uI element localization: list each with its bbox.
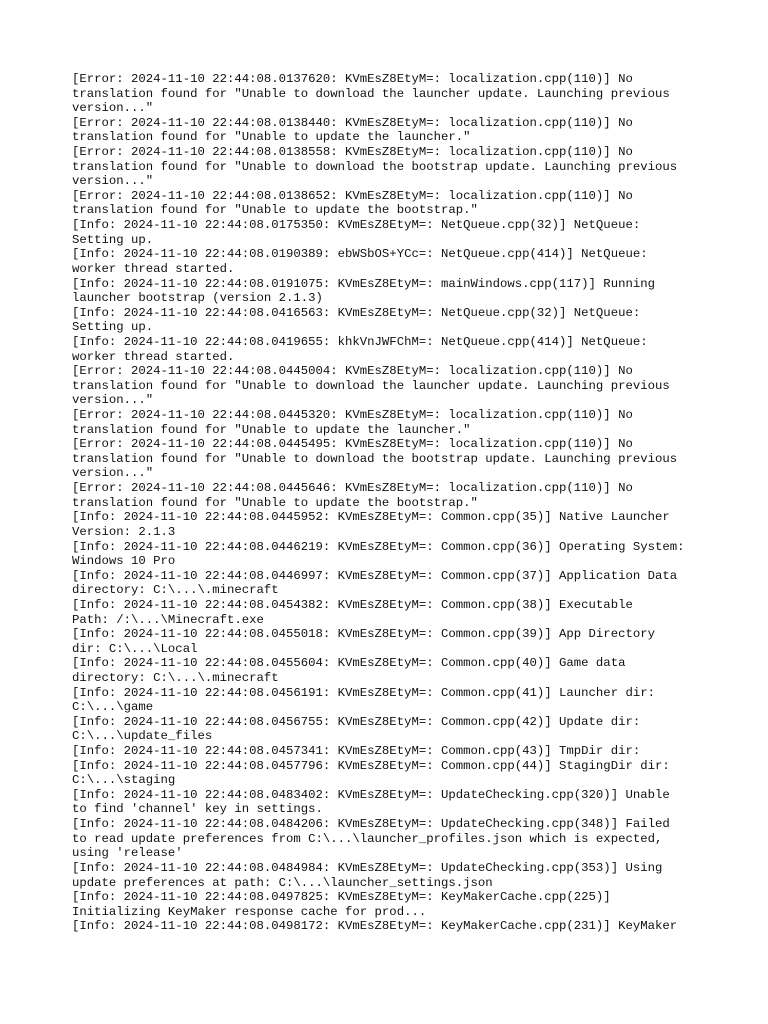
log-line: version..."	[72, 101, 154, 116]
log-line: C:\...\update_files	[72, 729, 213, 744]
log-line: [Info: 2024-11-10 22:44:08.0497825: KVmEsZ8EtyM=: KeyMakerCache.cpp(225)]	[72, 890, 611, 905]
log-line: launcher bootstrap (version 2.1.3)	[72, 291, 323, 306]
log-line: translation found for "Unable to download the bootstrap update. Launching previous	[72, 451, 678, 466]
log-line: [Info: 2024-11-10 22:44:08.0456191: KVmEsZ8EtyM=: Common.cpp(41)] Launcher dir:	[72, 685, 655, 700]
log-text	[72, 72, 712, 934]
log-line: C:\...\staging	[72, 773, 176, 788]
log-line: version..."	[72, 174, 154, 189]
log-line: version..."	[72, 466, 154, 481]
log-line: [Info: 2024-11-10 22:44:08.0446219: KVmEsZ8EtyM=: Common.cpp(36)] Operating System:	[72, 539, 685, 554]
log-line: translation found for "Unable to update the bootstrap."	[72, 495, 478, 510]
log-line: [Error: 2024-11-10 22:44:08.0445495: KVmEsZ8EtyM=: localization.cpp(110)] No	[72, 437, 633, 452]
log-line: update preferences at path: C:\...\launcher_settings.json	[72, 875, 493, 890]
log-line: [Info: 2024-11-10 22:44:08.0454382: KVmEsZ8EtyM=: Common.cpp(38)] Executable	[72, 597, 633, 612]
log-line: translation found for "Unable to update the bootstrap."	[72, 203, 478, 218]
log-line: [Info: 2024-11-10 22:44:08.0419655: khkVnJWFChM=: NetQueue.cpp(414)] NetQueue:	[72, 334, 648, 349]
log-line: worker thread started.	[72, 261, 235, 276]
log-line: [Info: 2024-11-10 22:44:08.0190389: ebWSbOS+YCc=: NetQueue.cpp(414)] NetQueue:	[72, 247, 648, 262]
log-line: to read update preferences from C:\...\launcher_profiles.json which is expected,	[72, 831, 663, 846]
log-line: [Info: 2024-11-10 22:44:08.0191075: KVmEsZ8EtyM=: mainWindows.cpp(117)] Running	[72, 276, 655, 291]
log-line: [Info: 2024-11-10 22:44:08.0455018: KVmEsZ8EtyM=: Common.cpp(39)] App Directory	[72, 627, 655, 642]
log-line: [Error: 2024-11-10 22:44:08.0445004: KVmEsZ8EtyM=: localization.cpp(110)] No	[72, 364, 633, 379]
log-line: [Error: 2024-11-10 22:44:08.0138652: KVmEsZ8EtyM=: localization.cpp(110)] No	[72, 188, 633, 203]
log-line: [Error: 2024-11-10 22:44:08.0445320: KVmEsZ8EtyM=: localization.cpp(110)] No	[72, 408, 633, 423]
log-line: [Info: 2024-11-10 22:44:08.0456755: KVmEsZ8EtyM=: Common.cpp(42)] Update dir:	[72, 714, 641, 729]
log-line: translation found for "Unable to update the launcher."	[72, 130, 471, 145]
log-line: [Info: 2024-11-10 22:44:08.0175350: KVmEsZ8EtyM=: NetQueue.cpp(32)] NetQueue:	[72, 218, 641, 233]
log-line: [Info: 2024-11-10 22:44:08.0445952: KVmEsZ8EtyM=: Common.cpp(35)] Native Launcher	[72, 510, 670, 525]
log-line: translation found for "Unable to download the bootstrap update. Launching previous	[72, 159, 678, 174]
log-line: [Info: 2024-11-10 22:44:08.0457341: KVmEsZ8EtyM=: Common.cpp(43)] TmpDir dir:	[72, 744, 641, 759]
log-line: [Info: 2024-11-10 22:44:08.0484984: KVmEsZ8EtyM=: UpdateChecking.cpp(353)] Using	[72, 860, 663, 875]
log-line: using 'release'	[72, 846, 183, 861]
log-line: directory: C:\...\.minecraft	[72, 670, 279, 685]
log-line: [Error: 2024-11-10 22:44:08.0445646: KVmEsZ8EtyM=: localization.cpp(110)] No	[72, 481, 633, 496]
log-line: [Info: 2024-11-10 22:44:08.0484206: KVmEsZ8EtyM=: UpdateChecking.cpp(348)] Failed	[72, 817, 670, 832]
log-line: dir: C:\...\Local	[72, 641, 198, 656]
log-line: [Error: 2024-11-10 22:44:08.0138440: KVmEsZ8EtyM=: localization.cpp(110)] No	[72, 115, 633, 130]
log-line: translation found for "Unable to download the launcher update. Launching previous	[72, 86, 670, 101]
log-line: [Error: 2024-11-10 22:44:08.0137620: KVmEsZ8EtyM=: localization.cpp(110)] No	[72, 72, 633, 86]
log-line: translation found for "Unable to update the launcher."	[72, 422, 471, 437]
log-line: [Info: 2024-11-10 22:44:08.0455604: KVmEsZ8EtyM=: Common.cpp(40)] Game data	[72, 656, 626, 671]
log-line: Setting up.	[72, 320, 154, 335]
log-line: [Error: 2024-11-10 22:44:08.0138558: KVmEsZ8EtyM=: localization.cpp(110)] No	[72, 145, 633, 160]
log-line: Version: 2.1.3	[72, 524, 176, 539]
log-line: [Info: 2024-11-10 22:44:08.0416563: KVmEsZ8EtyM=: NetQueue.cpp(32)] NetQueue:	[72, 305, 641, 320]
log-line: Path: /:\...\Minecraft.exe	[72, 612, 264, 627]
log-line: [Info: 2024-11-10 22:44:08.0483402: KVmEsZ8EtyM=: UpdateChecking.cpp(320)] Unable	[72, 787, 670, 802]
log-line: worker thread started.	[72, 349, 235, 364]
log-line: directory: C:\...\.minecraft	[72, 583, 279, 598]
log-line: Windows 10 Pro	[72, 554, 176, 569]
log-line: Initializing KeyMaker response cache for prod...	[72, 904, 427, 919]
log-line: Setting up.	[72, 232, 154, 247]
log-line: translation found for "Unable to download the launcher update. Launching previous	[72, 378, 670, 393]
log-line: version..."	[72, 393, 154, 408]
log-line: [Info: 2024-11-10 22:44:08.0446997: KVmEsZ8EtyM=: Common.cpp(37)] Application Data	[72, 568, 678, 583]
log-line: [Info: 2024-11-10 22:44:08.0457796: KVmEsZ8EtyM=: Common.cpp(44)] StagingDir dir:	[72, 758, 670, 773]
log-line: [Info: 2024-11-10 22:44:08.0498172: KVmEsZ8EtyM=: KeyMakerCache.cpp(231)] KeyMaker	[72, 919, 678, 934]
log-line: to find 'channel' key in settings.	[72, 802, 323, 817]
log-line: C:\...\game	[72, 700, 154, 715]
